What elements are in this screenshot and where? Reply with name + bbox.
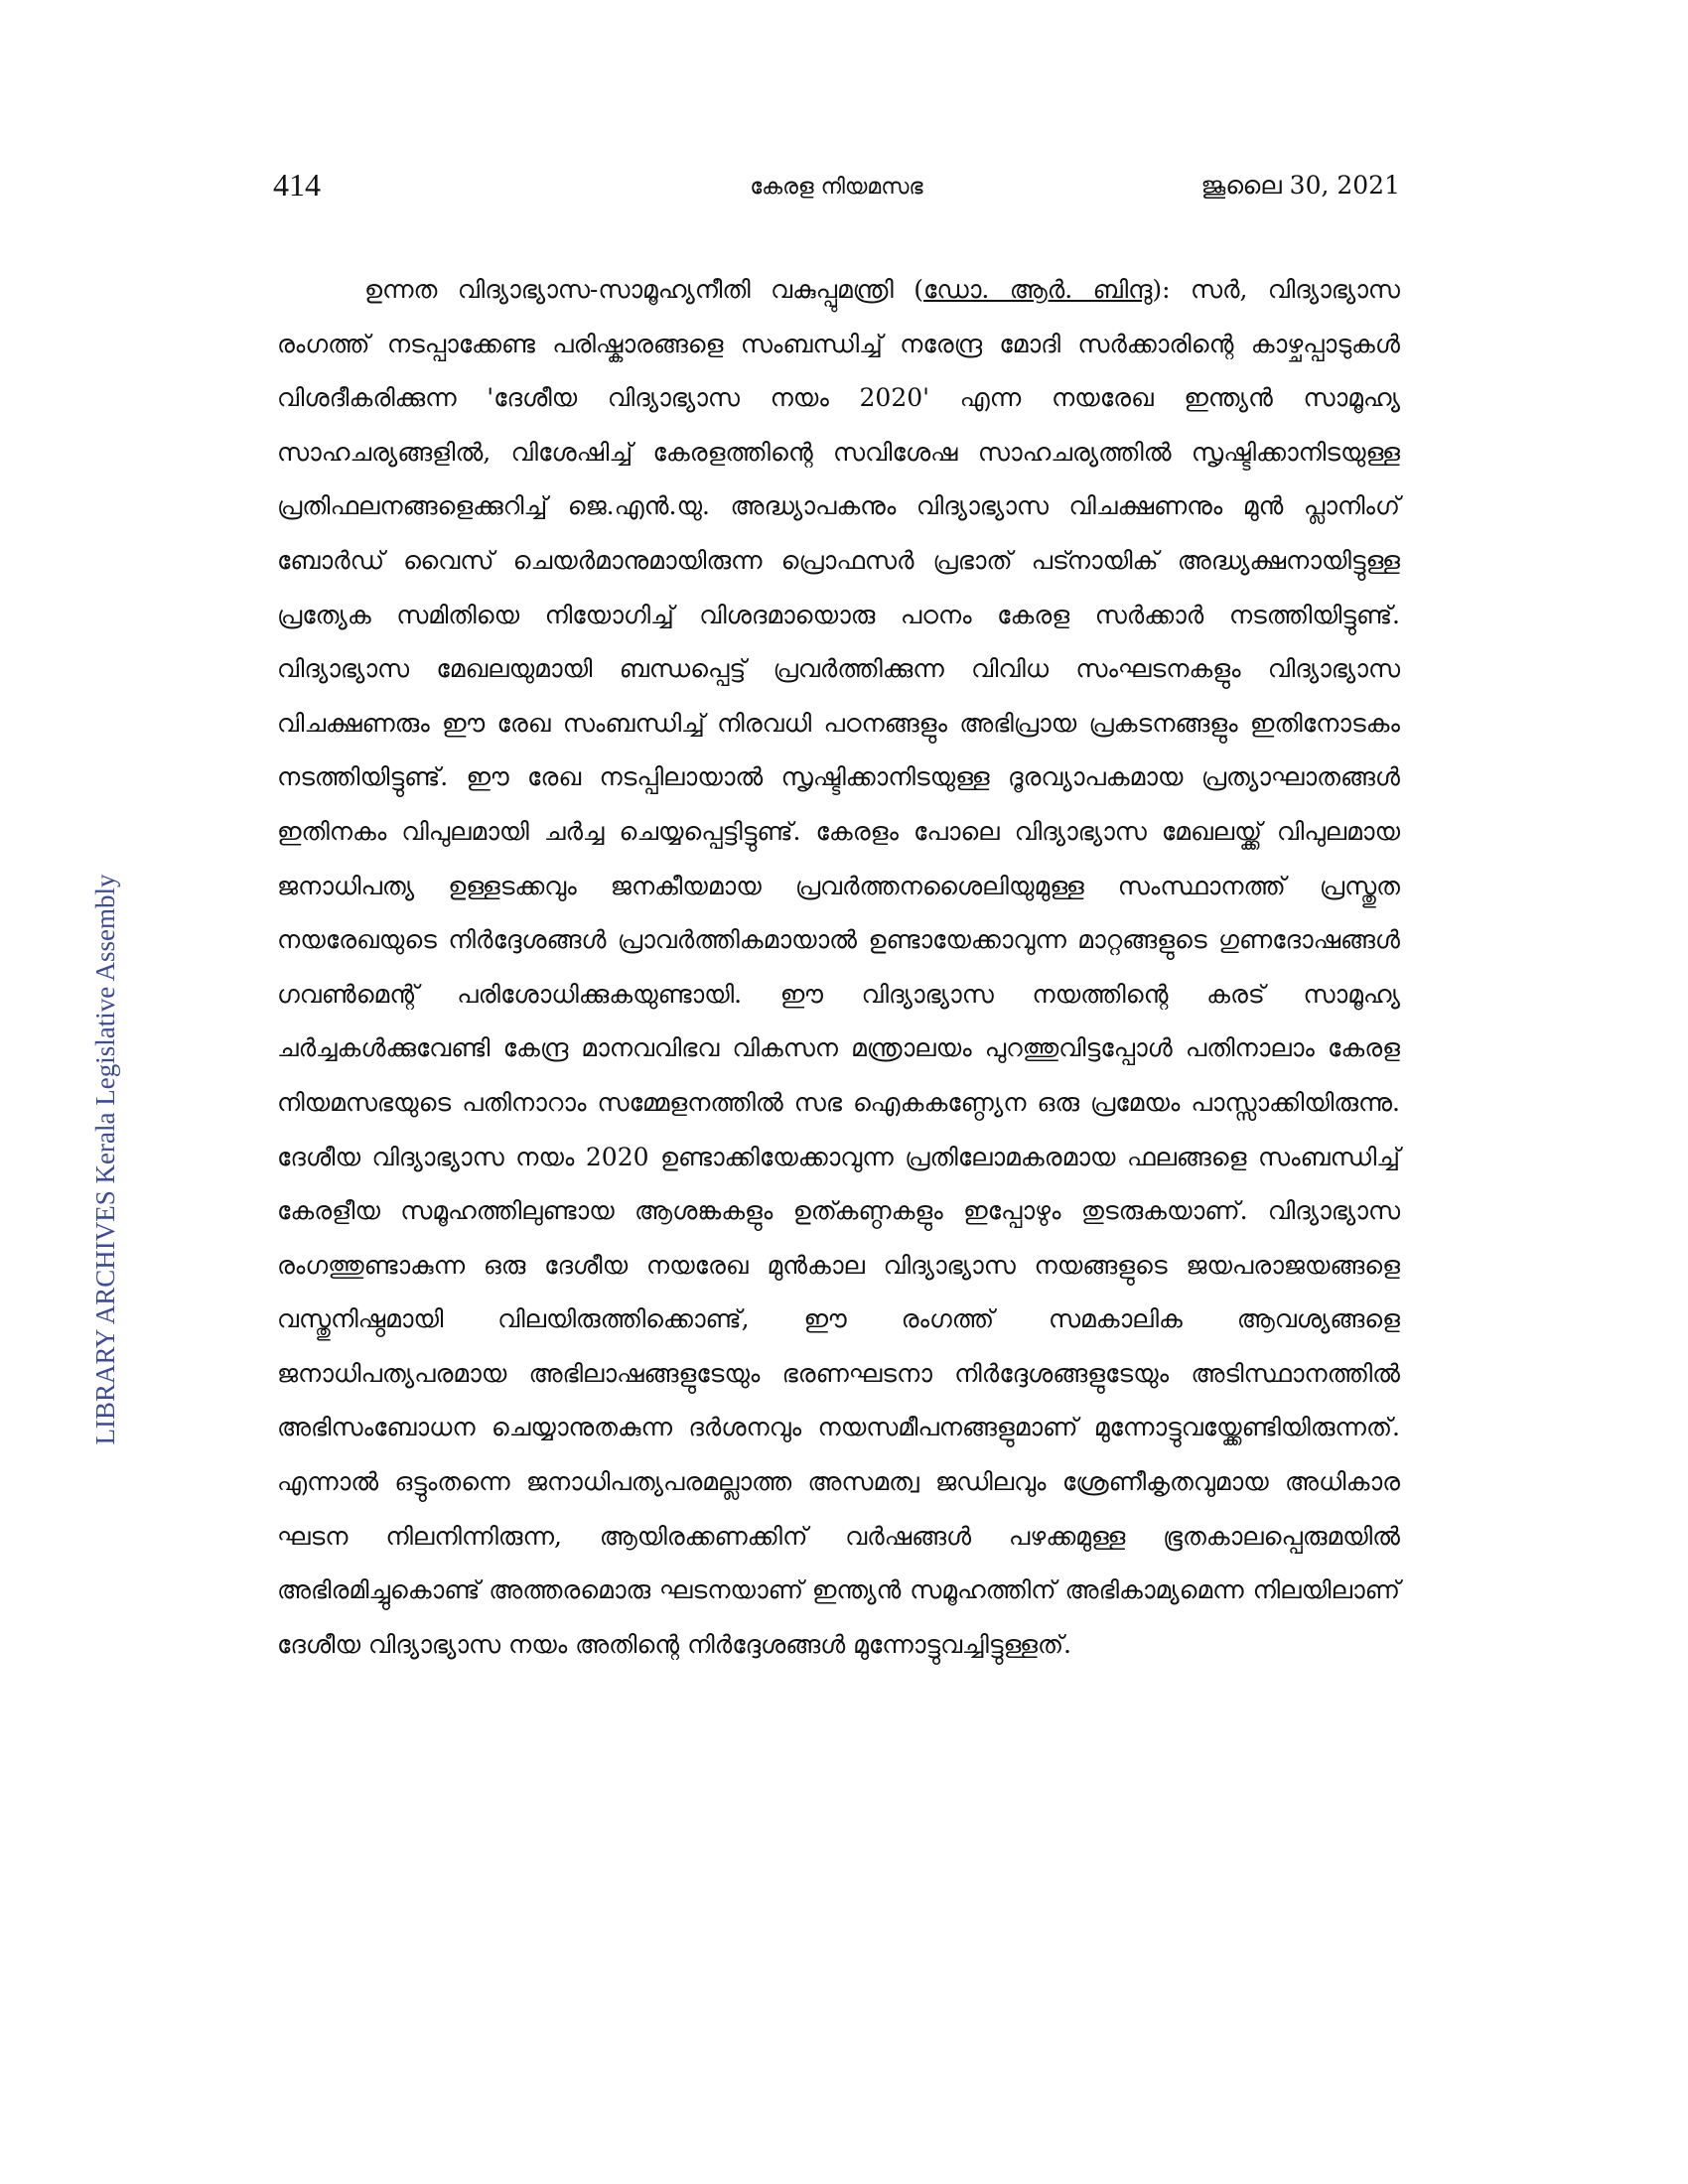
- page-header: [273, 164, 1400, 213]
- speech-text: ): സർ, വിദ്യാഭ്യാസ രംഗത്ത് നടപ്പാക്കേണ്ട പരിഷ്കാരങ്ങളെ സംബന്ധിച്ച് നരേന്ദ്ര മോദി സർക്കാരിന്റെ കാഴ്ചപ്പാടുകൾ വിശദീകരിക്കുന്ന 'ദേശീയ വിദ്യാഭ്യാസ നയം 2020' എന്ന നയരേഖ ഇന്ത്യൻ സാമൂഹ്യ സാഹചര്യങ്ങളിൽ, വിശേഷിച്ച് കേരളത്തിന്റെ സവിശേഷ സാഹചര്യത്തിൽ സൃഷ്ടിക്കാനിടയുള്ള പ്രതിഫലനങ്ങളെക്കുറിച്ച് ജെ.എൻ.യു. അദ്ധ്യാപകനും വിദ്യാഭ്യാസ വിചക്ഷണനും മുൻ പ്ലാനിംഗ് ബോർഡ് വൈസ് ചെയർമാനുമായിരുന്ന പ്രൊഫസർ പ്രഭാത് പട്നായിക് അദ്ധ്യക്ഷനായിട്ടുള്ള പ്രത്യേക സമിതിയെ നിയോഗിച്ച് വിശദമായൊരു പഠനം കേരള സർക്കാർ നടത്തിയിട്ടുണ്ട്. വിദ്യാഭ്യാസ മേഖലയുമായി ബന്ധപ്പെട്ട് പ്രവർത്തിക്കുന്ന വിവിധ സംഘടനകളും വിദ്യാഭ്യാസ വിചക്ഷണരും ഈ രേഖ സംബന്ധിച്ച് നിരവധി പഠനങ്ങളും അഭിപ്രായ പ്രകടനങ്ങളും ഇതിനോടകം നടത്തിയിട്ടുണ്ട്. ഈ രേഖ നടപ്പിലായാൽ സൃഷ്ടിക്കാനിടയുള്ള ദൂരവ്യാപകമായ പ്രത്യാഘാതങ്ങൾ ഇതിനകം വിപുലമായി ചർച്ച ചെയ്യപ്പെട്ടിട്ടുണ്ട്. കേരളം പോലെ വിദ്യാഭ്യാസ മേഖലയ്ക്ക് വിപുലമായ ജനാധിപത്യ ഉള്ളടക്കവും ജനകീയമായ പ്രവർത്തനശൈലിയുമുള്ള സംസ്ഥാനത്ത് പ്രസ്തുത നയരേഖയുടെ നിർദ്ദേശങ്ങൾ പ്രാവർത്തികമായാൽ ഉണ്ടായേക്കാവുന്ന മാറ്റങ്ങളുടെ ഗുണദോഷങ്ങൾ ഗവൺമെന്റ് പരിശോധിക്കുകയുണ്ടായി. ഈ വിദ്യാഭ്യാസ നയത്തിന്റെ കരട് സാമൂഹ്യ ചർച്ചകൾക്കുവേണ്ടി കേന്ദ്ര മാനവവിഭവ വികസന മന്ത്രാലയം പുറത്തുവിട്ടപ്പോൾ പതിനാലാം കേരള നിയമസഭയുടെ പതിനാറാം സമ്മേളനത്തിൽ സഭ ഐകകണ്ഠ്യേന ഒരു പ്രമേയം പാസ്സാക്കിയിരുന്നു. ദേശീയ വിദ്യാഭ്യാസ നയം 2020 ഉണ്ടാക്കിയേക്കാവുന്ന പ്രതിലോമകരമായ ഫലങ്ങളെ സംബന്ധിച്ച് കേരളീയ സമൂഹത്തിലുണ്ടായ ആശങ്കകളും ഉത്കണ്ഠകളും ഇപ്പോഴും തുടരുകയാണ്. വിദ്യാഭ്യാസ രംഗത്തുണ്ടാകുന്ന ഒരു ദേശീയ നയരേഖ മുൻകാല വിദ്യാഭ്യാസ നയങ്ങളുടെ ജയപരാജയങ്ങളെ വസ്തുനിഷ്ഠമായി വിലയിരുത്തിക്കൊണ്ട്, ഈ രംഗത്ത് സമകാലിക ആവശ്യങ്ങളെ ജനാധിപത്യപരമായ അഭിലാഷങ്ങളുടേയും ഭരണഘടനാ നിർദ്ദേശങ്ങളുടേയും അടിസ്ഥാനത്തിൽ അഭിസംബോധന ചെയ്യാനുതകുന്ന ദർശനവും നയസമീപനങ്ങളുമാണ് മുന്നോട്ടുവയ്ക്കേണ്ടിയിരുന്നത്. എന്നാൽ ഒട്ടുംതന്നെ ജനാധിപത്യപരമല്ലാത്ത അസമത്വ ജഡിലവും ശ്രേണീകൃതവുമായ അധികാര ഘടന നിലനിന്നിരുന്ന, ആയിരക്കണക്കിന് വർഷങ്ങൾ പഴക്കമുള്ള ഭൂതകാലപ്പെരുമയിൽ അഭിരമിച്ചുകൊണ്ട് അത്തരമൊരു ഘടനയാണ് ഇന്ത്യൻ സമൂഹത്തിന് അഭികാമ്യമെന്ന നിലയിലാണ് ദേശീയ വിദ്യാഭ്യാസ നയം അതിന്റെ നിർദ്ദേശങ്ങൾ മുന്നോട്ടുവച്ചിട്ടുള്ളത്.: [277, 275, 1400, 1659]
- page-number: 414: [273, 167, 321, 203]
- header-date: ജൂലൈ 30, 2021: [1200, 171, 1400, 200]
- speech-paragraph: [277, 263, 1400, 1672]
- archive-watermark: LIBRARY ARCHIVES Kerala Legislative Assembly: [90, 874, 120, 1445]
- running-title: കേരള നിയമസഭ: [750, 175, 923, 200]
- speaker-prefix: ഉന്നത വിദ്യാഭ്യാസ-സാമൂഹ്യനീതി വകുപ്പുമന്ത്രി (: [364, 275, 924, 304]
- speaker-name: ഡോ. ആർ. ബിന്ദു: [923, 275, 1153, 304]
